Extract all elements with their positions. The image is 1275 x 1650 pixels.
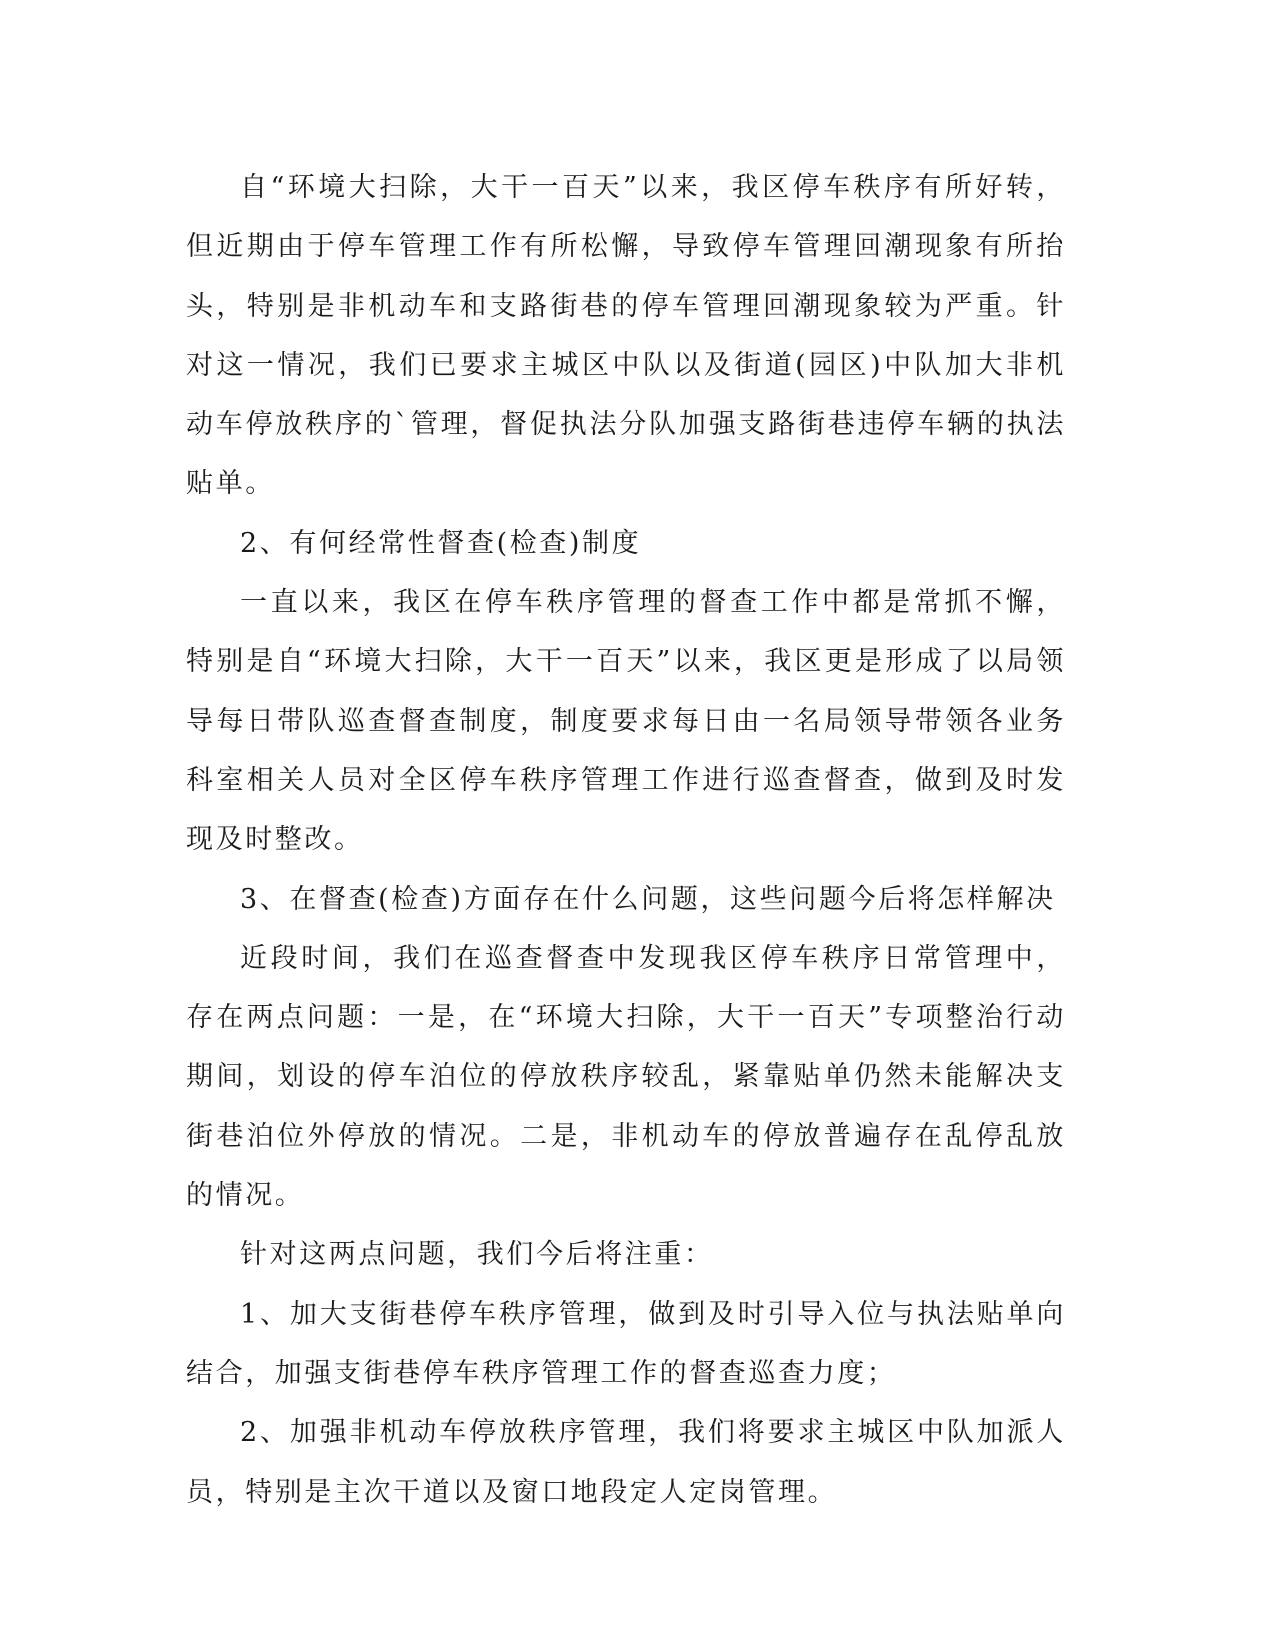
heading-problems: 3、在督查(检查)方面存在什么问题，这些问题今后将怎样解决 [240, 883, 1056, 915]
paragraph-inspection-system: 一直以来，我区在停车秩序管理的督查工作中都是常抓不懈，特别是自“环境大扫除，大干一百天”以来，我区更是形成了以局领导每日带队巡查督查制度，制度要求每日由一名局领导带领各业务科室相关人员对全区停车秩序管理工作进行巡查督查，做到及时发现及时整改。 [186, 587, 1066, 856]
paragraph-problems: 近段时间，我们在巡查督查中发现我区停车秩序日常管理中，存在两点问题：一是，在“环境大扫除，大干一百天”专项整治行动期间，划设的停车泊位的停放秩序较乱，紧靠贴单仍然未能解决支街巷泊位外停放的情况。二是，非机动车的停放普遍存在乱停乱放的情况。 [186, 942, 1066, 1212]
document-body [186, 158, 1066, 1522]
paragraph-intro: 自“环境大扫除，大干一百天”以来，我区停车秩序有所好转，但近期由于停车管理工作有所松懈，导致停车管理回潮现象有所抬头，特别是非机动车和支路街巷的停车管理回潮现象较为严重。针对这一情况，我们已要求主城区中队以及街道(园区)中队加大非机动车停放秩序的`管理，督促执法分队加强支路街巷违停车辆的执法贴单。 [186, 172, 1066, 500]
paragraph-measure-2: 2、加强非机动车停放秩序管理，我们将要求主城区中队加派人员，特别是主次干道以及窗口地段定人定岗管理。 [186, 1417, 1066, 1508]
paragraph-measures-intro: 针对这两点问题，我们今后将注重： [240, 1239, 714, 1271]
heading-inspection-system: 2、有何经常性督查(检查)制度 [240, 527, 642, 559]
paragraph-measure-1: 1、加大支街巷停车秩序管理，做到及时引导入位与执法贴单向结合，加强支街巷停车秩序管理工作的督查巡查力度； [186, 1298, 1066, 1389]
